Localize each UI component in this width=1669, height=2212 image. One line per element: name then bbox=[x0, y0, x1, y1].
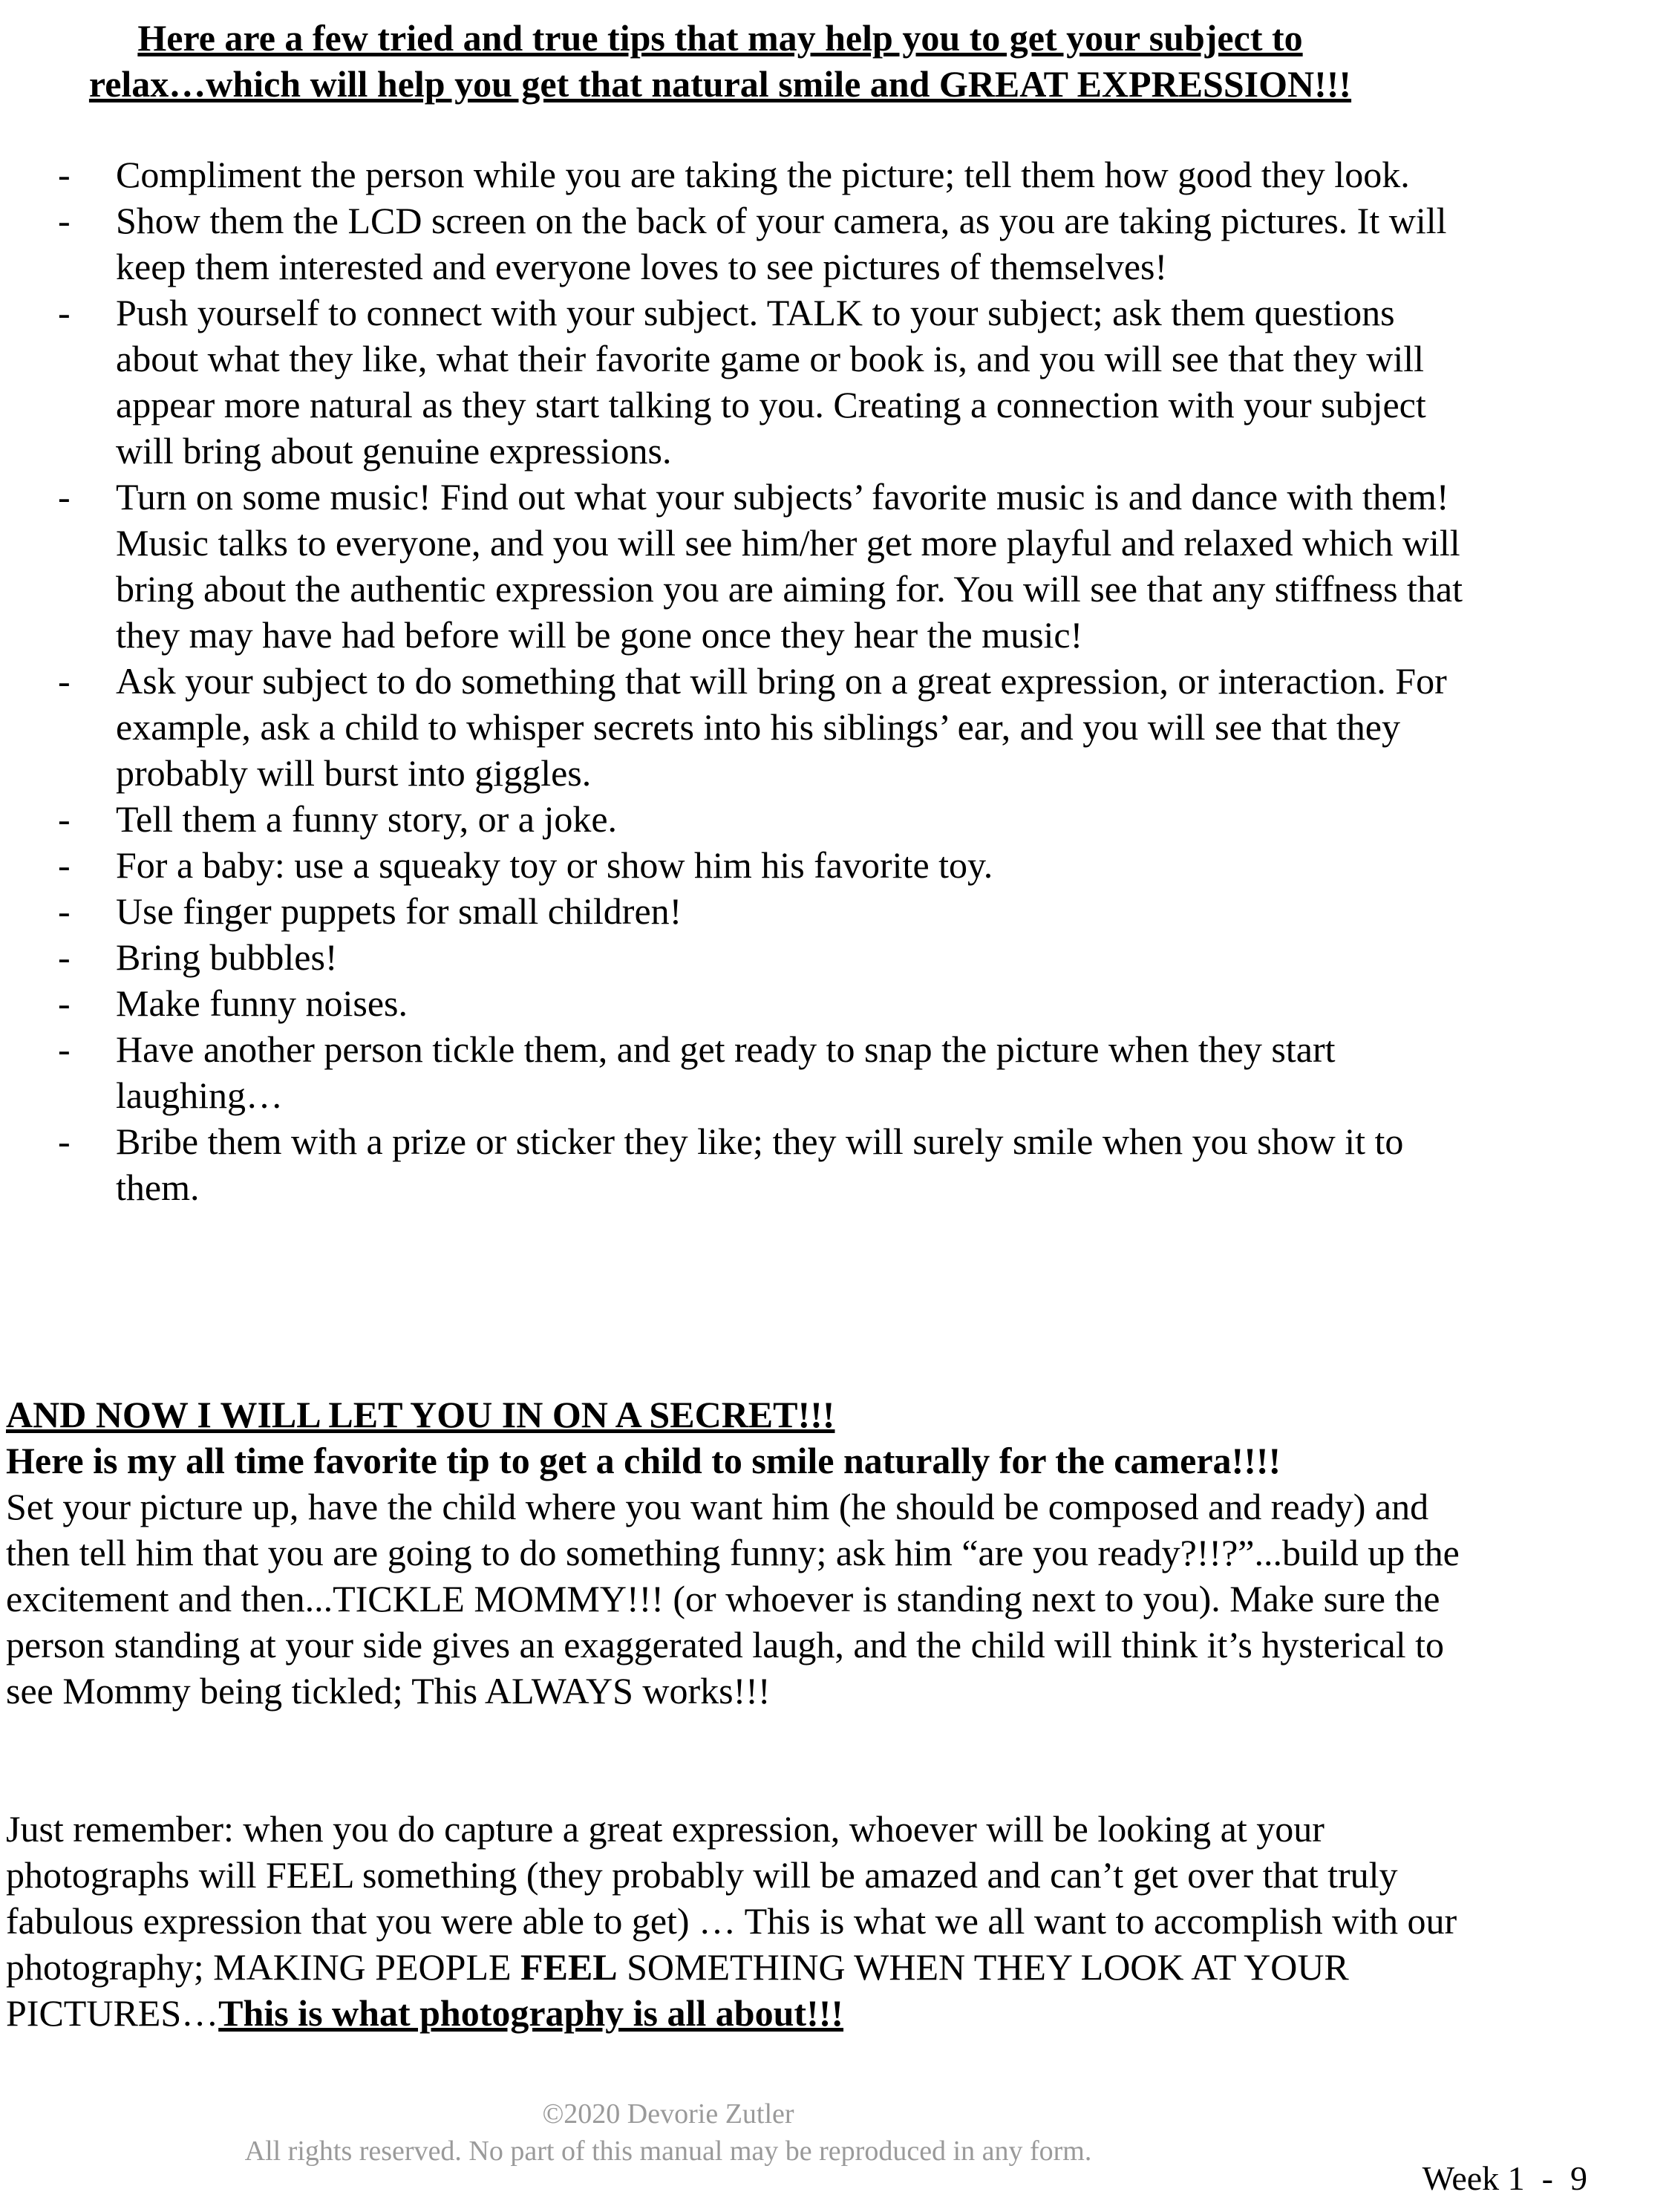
secret-body: Set your picture up, have the child where you want him (he should be composed and ready) and then tell him that you are going to do something funny; ask him “are you ready?!!?”...build up the excitement and then...TICKLE MOMMY!!! (or whoever is standing next to you). Make sure the person standing at your side gives an exaggerated laugh, and the child will think it’s hysterical to see Mommy being tickled; This ALWAYS works!!! bbox=[6, 1486, 1460, 1712]
tip-item bbox=[0, 151, 1485, 198]
bullet-dash: - bbox=[58, 1028, 71, 1070]
bullet-dash: - bbox=[58, 844, 71, 886]
heading-line-2: relax…which will help you get that natural smile and GREAT EXPRESSION!!! bbox=[88, 63, 1352, 105]
bullet-dash: - bbox=[58, 154, 71, 195]
tip-item bbox=[0, 290, 1485, 474]
tip-text: Compliment the person while you are taking the picture; tell them how good they look. bbox=[116, 154, 1410, 195]
bullet-dash: - bbox=[58, 476, 71, 518]
rights-line: All rights reserved. No part of this manual may be reproduced in any form. bbox=[244, 2136, 1092, 2167]
tip-item bbox=[0, 888, 1485, 934]
tip-item bbox=[0, 980, 1485, 1026]
closing-text-part-1: Just remember: when you do capture a great expression, whoever will be looking at your photographs will FEEL something (they probably will be amazed and can’t get over that truly fabulous expression that you were able to get) … This is what we all want to accomplish with our photography; MAKING PEOPLE bbox=[6, 1808, 1457, 1988]
copyright-line: ©2020 Devorie Zutler bbox=[542, 2098, 794, 2130]
page-heading bbox=[30, 15, 1411, 107]
closing-paragraph bbox=[6, 1806, 1483, 2036]
bullet-dash: - bbox=[58, 292, 71, 333]
tip-text: Tell them a funny story, or a joke. bbox=[116, 798, 618, 840]
bullet-dash: - bbox=[58, 798, 71, 840]
closing-emphasis: FEEL bbox=[520, 1946, 618, 1988]
secret-section bbox=[6, 1392, 1483, 1714]
tip-item bbox=[0, 658, 1485, 796]
heading-line-1: Here are a few tried and true tips that may help you to get your subject to bbox=[137, 17, 1303, 59]
tip-item bbox=[0, 842, 1485, 888]
tip-text: Bribe them with a prize or sticker they like; they will surely smile when you show it to them. bbox=[116, 1120, 1404, 1208]
bullet-dash: - bbox=[58, 1120, 71, 1162]
bullet-dash: - bbox=[58, 200, 71, 241]
tip-text: Use finger puppets for small children! bbox=[116, 890, 682, 932]
tip-item bbox=[0, 796, 1485, 842]
tip-text: Have another person tickle them, and get ready to snap the picture when they start laughing… bbox=[116, 1028, 1336, 1116]
bullet-dash: - bbox=[58, 936, 71, 978]
copyright-notice bbox=[148, 2095, 1188, 2170]
bullet-dash: - bbox=[58, 982, 71, 1024]
bullet-dash: - bbox=[58, 660, 71, 702]
tip-item bbox=[0, 198, 1485, 290]
tip-item bbox=[0, 474, 1485, 658]
tip-item bbox=[0, 934, 1485, 980]
tip-text: Bring bubbles! bbox=[116, 936, 338, 978]
tip-item bbox=[0, 1118, 1485, 1210]
tip-text: Push yourself to connect with your subject. TALK to your subject; ask them questions about what they like, what their favorite game or book is, and you will see that they will appear more natural as they start talking to you. Creating a connection with your subject will bring about genuine expressions. bbox=[116, 292, 1426, 472]
tip-item bbox=[0, 1026, 1485, 1118]
tip-text: Turn on some music! Find out what your subjects’ favorite music is and dance with them! Music talks to everyone, and you will see him/her get more playful and relaxed which will bring about the authentic expression you are aiming for. You will see that any stiffness that they may have had before will be gone once they hear the music! bbox=[116, 476, 1463, 656]
tips-list bbox=[0, 151, 1485, 1210]
secret-title: AND NOW I WILL LET YOU IN ON A SECRET!!! bbox=[6, 1394, 835, 1435]
tip-text: For a baby: use a squeaky toy or show him his favorite toy. bbox=[116, 844, 993, 886]
tip-text: Make funny noises. bbox=[116, 982, 408, 1024]
bullet-dash: - bbox=[58, 890, 71, 932]
closing-final-statement: This is what photography is all about!!! bbox=[218, 1992, 844, 2034]
closing-text-part-2: SOMETHING WHEN THEY LOOK AT YOUR PICTURES… bbox=[6, 1946, 1349, 2034]
tip-text: Ask your subject to do something that will bring on a great expression, or interaction. For example, ask a child to whisper secrets into his siblings’ ear, and you will see that they probably will burst into giggles. bbox=[116, 660, 1447, 794]
secret-subtitle: Here is my all time favorite tip to get a child to smile naturally for the camera!!!! bbox=[6, 1440, 1281, 1481]
page-number: Week 1 - 9 bbox=[1422, 2159, 1587, 2197]
tip-text: Show them the LCD screen on the back of your camera, as you are taking pictures. It will keep them interested and everyone loves to see pictures of themselves! bbox=[116, 200, 1447, 287]
